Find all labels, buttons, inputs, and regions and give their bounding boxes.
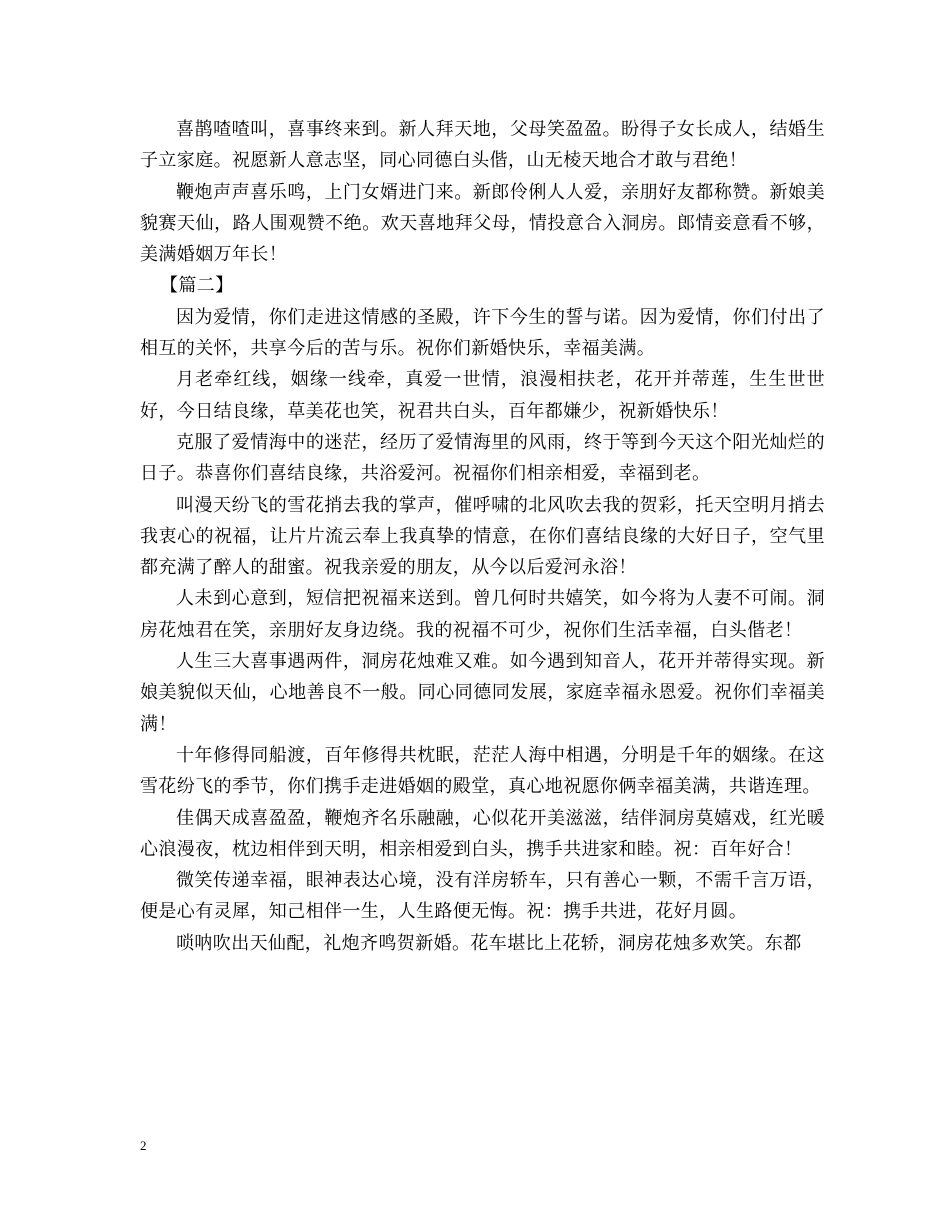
paragraph: 人未到心意到，短信把祝福来送到。曾几何时共嬉笑，如今将为人妻不可闹。洞房花烛君在笑，亲朋好友身边绕。我的祝福不可少，祝你们生活幸福，白头偕老！ <box>140 588 825 641</box>
section-heading: 【篇二】 <box>160 275 234 297</box>
paragraph: 喜鹊喳喳叫，喜事终来到。新人拜天地，父母笑盈盈。盼得子女长成人，结婚生子立家庭。祝愿新人意志坚，同心同德白头偕，山无棱天地合才敢与君绝！ <box>140 119 825 172</box>
document-body <box>140 114 825 959</box>
paragraph: 叫漫天纷飞的雪花捎去我的掌声，催呼啸的北风吹去我的贺彩，托天空明月捎去我衷心的祝福，让片片流云奉上我真挚的情意，在你们喜结良缘的大好日子，空气里都充满了醉人的甜蜜。祝我亲爱的朋友，从今以后爱河永浴！ <box>140 494 825 579</box>
paragraph: 十年修得同船渡，百年修得共枕眠，茫茫人海中相遇，分明是千年的姻缘。在这雪花纷飞的季节，你们携手走进婚姻的殿堂，真心地祝愿你俩幸福美满，共谐连理。 <box>140 744 825 798</box>
paragraph: 克服了爱情海中的迷茫，经历了爱情海里的风雨，终于等到今天这个阳光灿烂的日子。恭喜你们喜结良缘，共浴爱河。祝福你们相亲相爱，幸福到老。 <box>140 431 825 485</box>
paragraph: 月老牵红线，姻缘一线牵，真爱一世情，浪漫相扶老，花开并蒂莲，生生世世好，今日结良缘，草美花也笑，祝君共白头，百年都嫌少，祝新婚快乐！ <box>140 369 825 422</box>
page-number: 2 <box>140 1138 147 1153</box>
paragraph: 微笑传递幸福，眼神表达心境，没有洋房轿车，只有善心一颗，不需千言万语，便是心有灵犀，知己相伴一生，人生路便无悔。祝：携手共进，花好月圆。 <box>140 870 825 923</box>
paragraph: 佳偶天成喜盈盈，鞭炮齐名乐融融，心似花开美滋滋，结伴洞房莫嬉戏，红光暖心浪漫夜，枕边相伴到天明，相亲相爱到白头，携手共进家和睦。祝：百年好合！ <box>140 807 825 860</box>
paragraph: 唢呐吹出天仙配，礼炮齐鸣贺新婚。花车堪比上花轿，洞房花烛多欢笑。东都 <box>176 932 802 954</box>
paragraph: 人生三大喜事遇两件，洞房花烛难又难。如今遇到知音人，花开并蒂得实现。新娘美貌似天仙，心地善良不一般。同心同德同发展，家庭幸福永恩爱。祝你们幸福美满！ <box>140 651 825 735</box>
paragraph: 鞭炮声声喜乐鸣，上门女婿进门来。新郎伶俐人人爱，亲朋好友都称赞。新娘美貌赛天仙，路人围观赞不绝。欢天喜地拜父母，情投意合入洞房。郎情妾意看不够，美满婚姻万年长！ <box>140 181 825 266</box>
paragraph: 因为爱情，你们走进这情感的圣殿，许下今生的誓与诺。因为爱情，你们付出了相互的关怀，共享今后的苦与乐。祝你们新婚快乐，幸福美满。 <box>140 306 825 360</box>
